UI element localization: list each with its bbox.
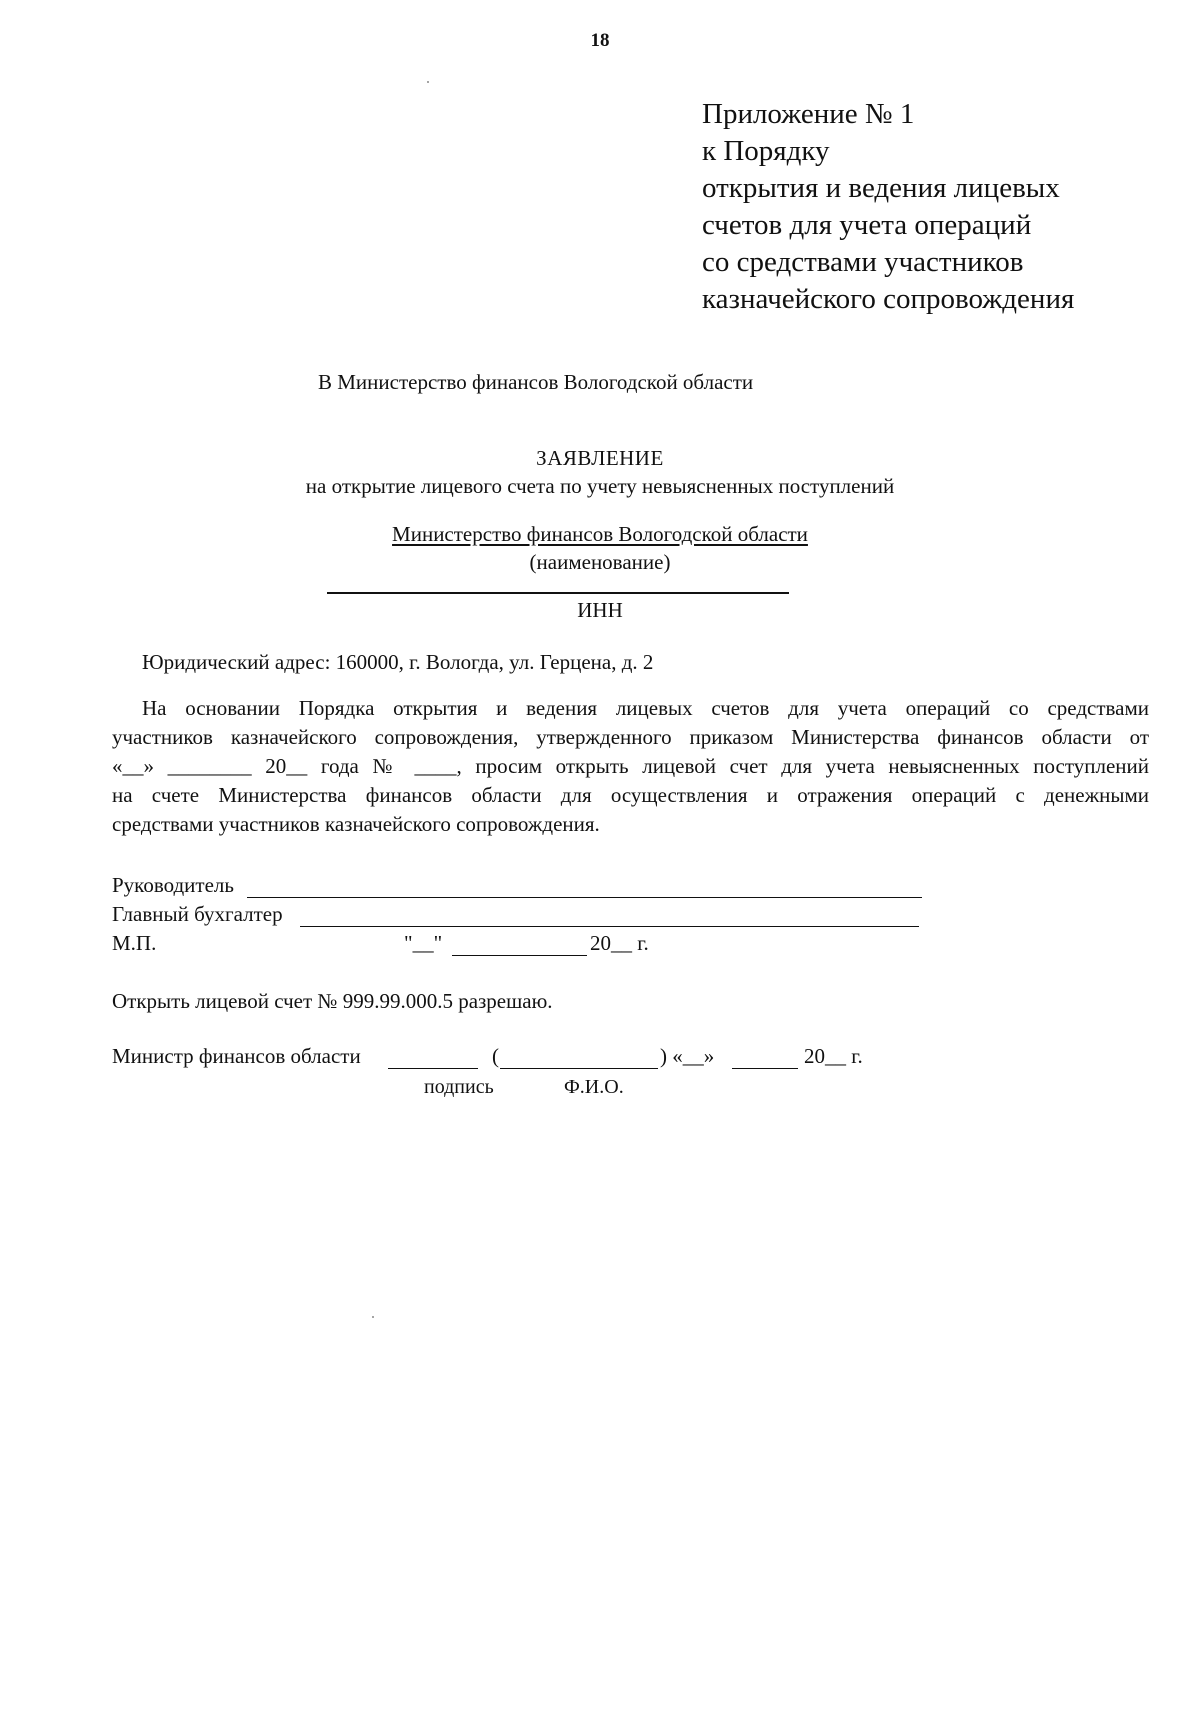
- signature-caption: подпись: [424, 1076, 494, 1098]
- inn-label: ИНН: [577, 598, 623, 622]
- organization-name: [0, 522, 1200, 547]
- paragraph-line: средствами участников казначейского сопровождения.: [112, 812, 600, 836]
- chief-accountant-line: [300, 926, 919, 927]
- appendix-line: открытия и ведения лицевых: [702, 172, 1060, 204]
- organization-name-text: Министерство финансов Вологодской области: [392, 522, 808, 546]
- head-signature-label: Руководитель: [112, 873, 234, 897]
- appendix-line: счетов для учета операций: [702, 209, 1032, 241]
- minister-name-line: [500, 1068, 658, 1069]
- appendix-header: [702, 96, 1074, 318]
- head-signature-line: [247, 897, 922, 898]
- appendix-line: Приложение № 1: [702, 98, 915, 130]
- appendix-line: со средствами участников: [702, 246, 1024, 278]
- appendix-line: к Порядку: [702, 135, 830, 167]
- addressee: В Министерство финансов Вологодской области: [318, 370, 754, 394]
- scan-speck: [427, 81, 429, 83]
- date-day-field: "__": [404, 931, 443, 955]
- page-number: 18: [590, 30, 610, 51]
- minister-open-paren: (: [492, 1044, 499, 1068]
- document-subtitle: на открытие лицевого счета по учету невыясненных поступлений: [305, 474, 895, 498]
- legal-address: Юридический адрес: 160000, г. Вологда, ул. Герцена, д. 2: [142, 650, 654, 674]
- inn-blank-line: [327, 592, 789, 594]
- approval-statement: Открыть лицевой счет № 999.99.000.5 разрешаю.: [112, 989, 553, 1013]
- paragraph-line: «__» ________ 20__ года № ____, просим открыть лицевой счет для учета невыясненных поступлений: [112, 754, 1149, 778]
- organization-name-caption: (наименование): [529, 550, 671, 574]
- minister-date-year: 20__ г.: [804, 1044, 863, 1068]
- appendix-line: казначейского сопровождения: [702, 283, 1075, 315]
- chief-accountant-label: Главный бухгалтер: [112, 902, 283, 926]
- minister-label: Министр финансов области: [112, 1044, 361, 1068]
- document-title: ЗАЯВЛЕНИЕ: [536, 446, 664, 470]
- scan-speck: [372, 1316, 374, 1318]
- stamp-label: М.П.: [112, 931, 157, 955]
- date-month-line: [452, 955, 587, 956]
- minister-date-month-line: [732, 1068, 798, 1069]
- request-paragraph: [112, 694, 1149, 839]
- minister-date-day: ) «__»: [660, 1044, 715, 1068]
- date-year-field: 20__ г.: [590, 931, 649, 955]
- paragraph-line: участников казначейского сопровождения, утвержденного приказом Министерства финансов области от: [112, 725, 1149, 749]
- name-caption: Ф.И.О.: [564, 1076, 624, 1098]
- paragraph-line: на счете Министерства финансов области для осуществления и отражения операций с денежными: [112, 783, 1149, 807]
- paragraph-line: На основании Порядка открытия и ведения лицевых счетов для учета операций со средствами: [142, 696, 1149, 720]
- minister-signature-line: [388, 1068, 478, 1069]
